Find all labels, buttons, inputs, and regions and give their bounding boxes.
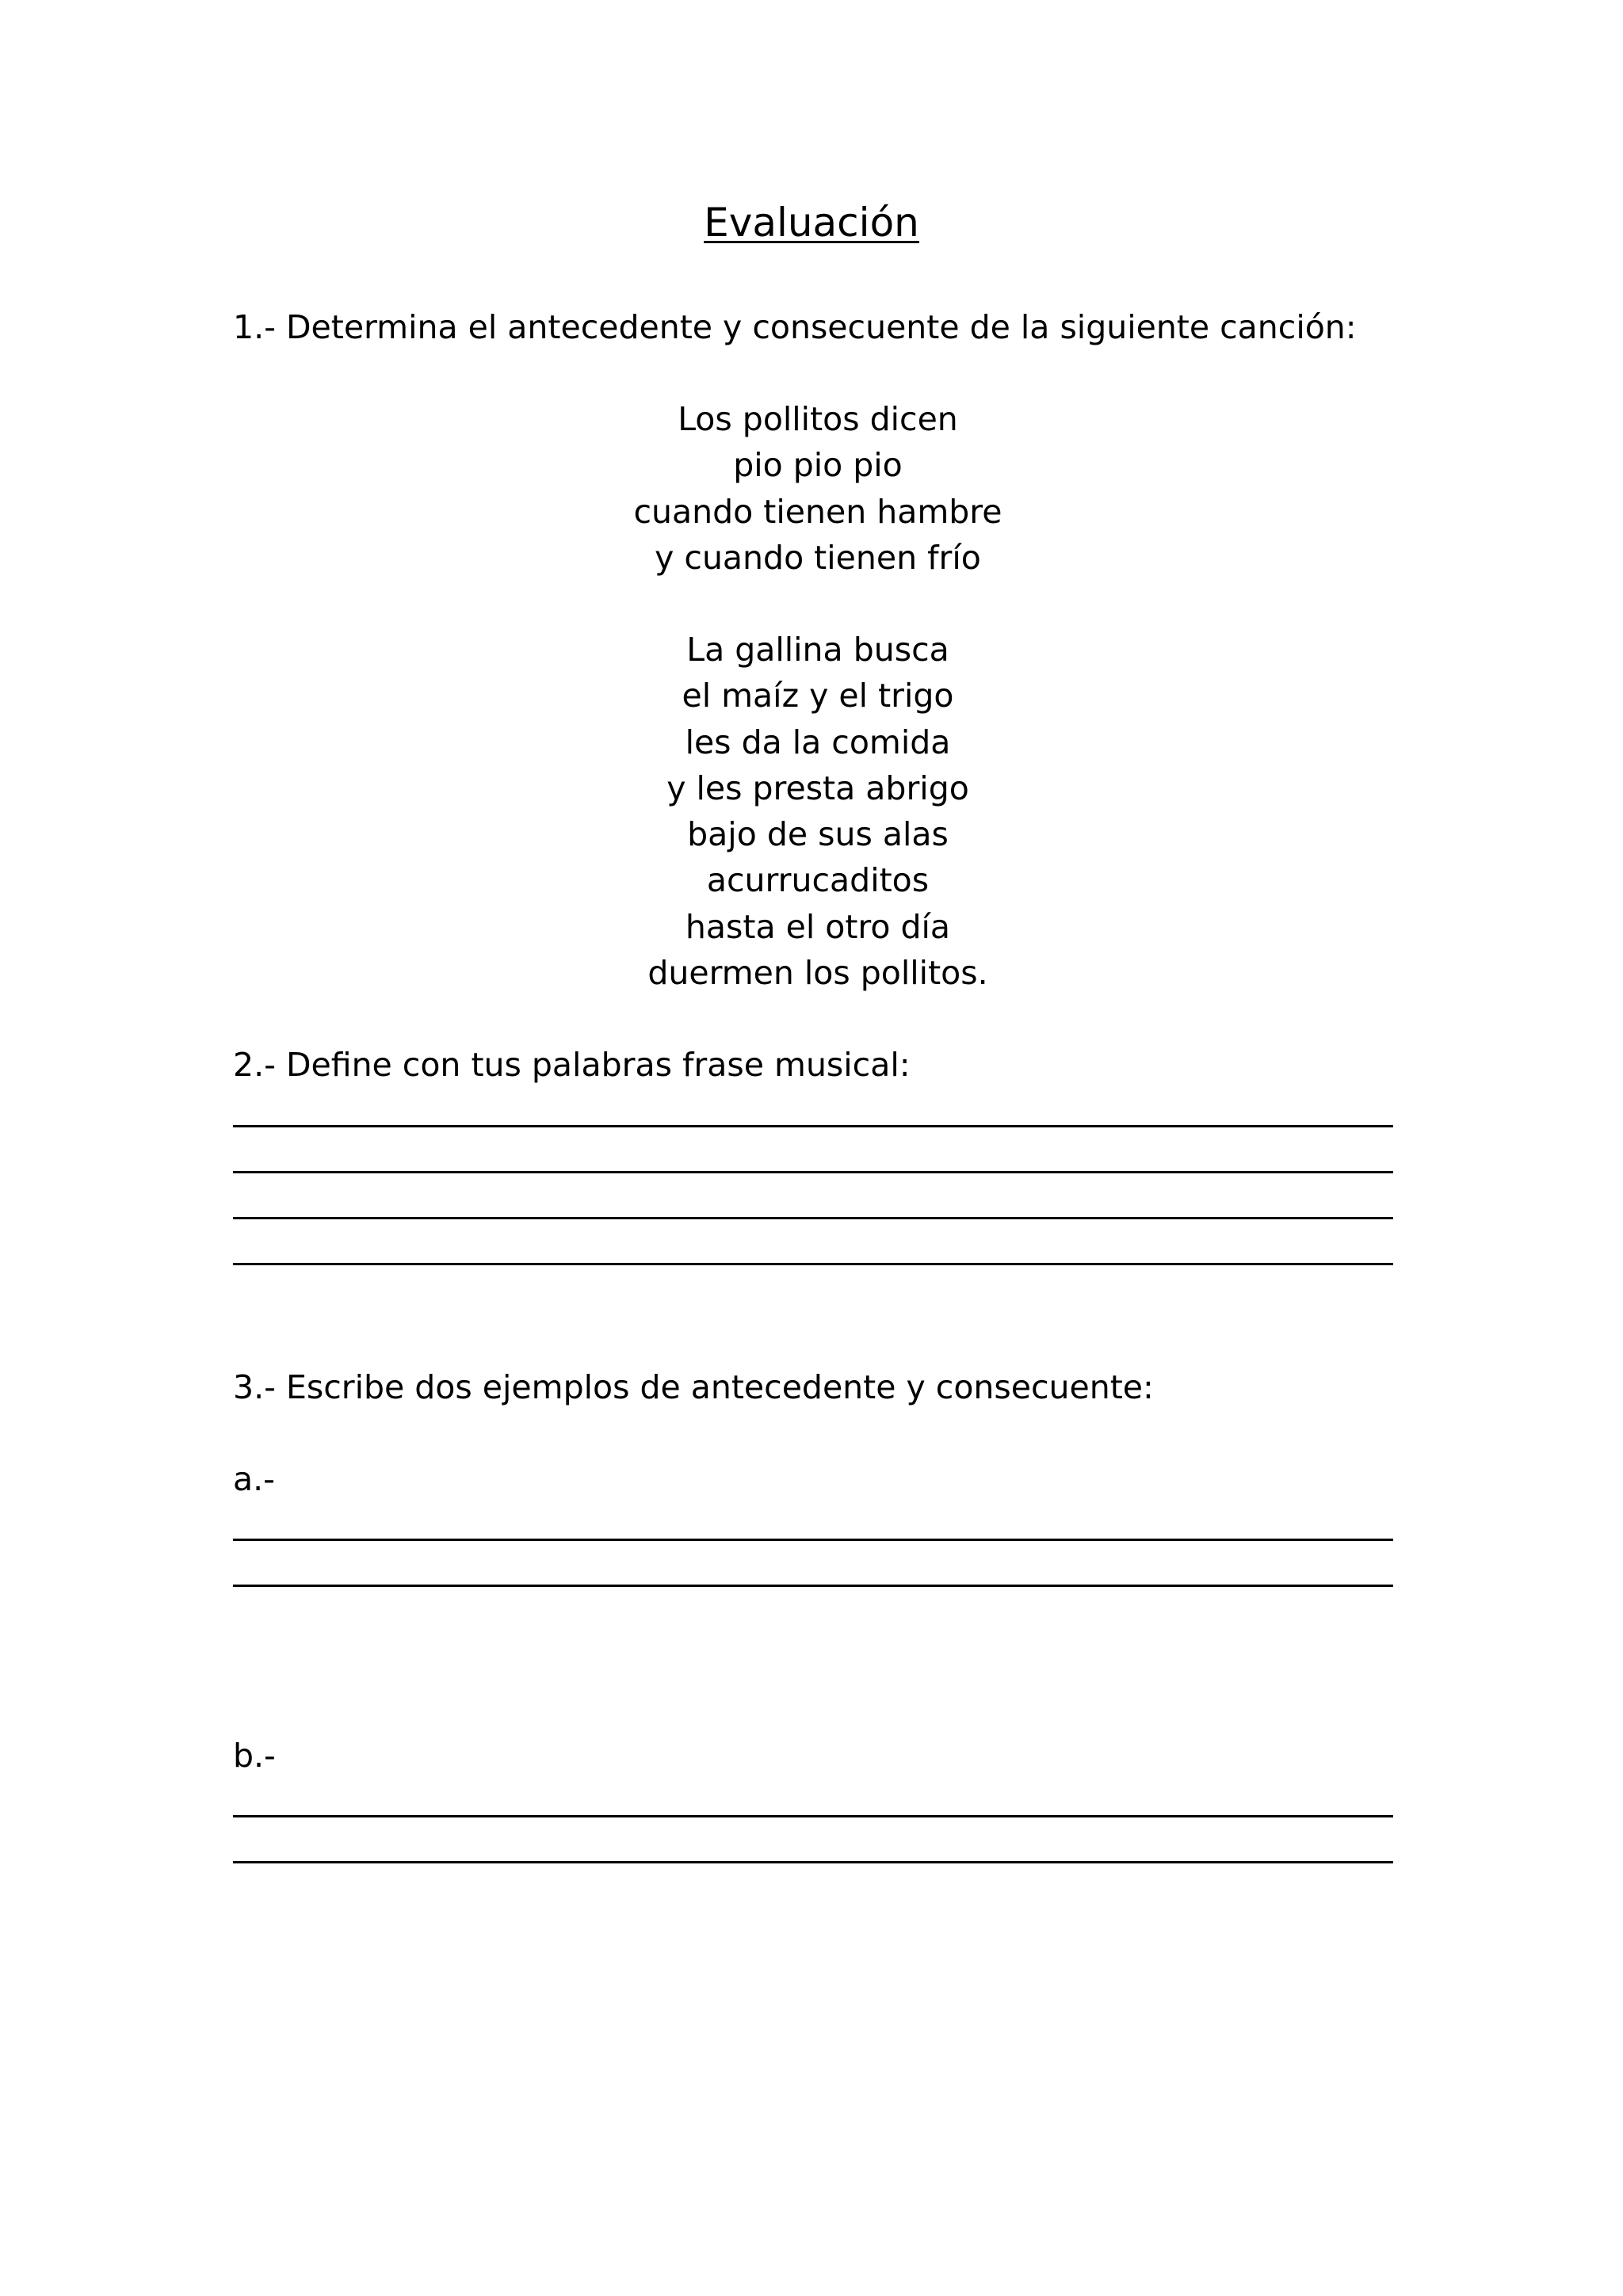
question-2: 2.- Define con tus palabras frase musical:	[233, 1046, 911, 1084]
answer-line-q2-1[interactable]	[233, 1125, 1393, 1127]
question-1: 1.- Determina el antecedente y consecuente de la siguiente canción:	[233, 308, 1357, 346]
answer-line-b-1[interactable]	[233, 1815, 1393, 1817]
poem-line: La gallina busca	[686, 631, 949, 669]
answer-line-q2-2[interactable]	[233, 1171, 1393, 1173]
example-a-label: a.-	[233, 1460, 275, 1498]
poem-line: cuando tienen hambre	[633, 492, 1002, 531]
song-stanza-2	[0, 627, 1623, 996]
answer-line-b-2[interactable]	[233, 1861, 1393, 1863]
song-stanza-1	[0, 396, 1623, 581]
answer-line-q2-3[interactable]	[233, 1217, 1393, 1219]
poem-line: Los pollitos dicen	[678, 400, 958, 438]
answer-line-a-2[interactable]	[233, 1585, 1393, 1587]
poem-line: hasta el otro día	[685, 907, 951, 946]
poem-line: pio pio pio	[733, 446, 903, 485]
question-3: 3.- Escribe dos ejemplos de antecedente y consecuente:	[233, 1368, 1154, 1406]
poem-line: bajo de sus alas	[687, 815, 949, 854]
page-title: Evaluación	[704, 200, 919, 246]
poem-line: y les presta abrigo	[666, 769, 969, 807]
poem-line: y cuando tienen frío	[655, 538, 981, 577]
poem-line: el maíz y el trigo	[682, 677, 954, 715]
poem-line: les da la comida	[685, 723, 951, 761]
example-b-label: b.-	[233, 1737, 276, 1775]
poem-line: duermen los pollitos.	[647, 954, 988, 993]
answer-line-q2-4[interactable]	[233, 1263, 1393, 1265]
poem-line: acurrucaditos	[706, 861, 930, 900]
answer-line-a-1[interactable]	[233, 1539, 1393, 1541]
